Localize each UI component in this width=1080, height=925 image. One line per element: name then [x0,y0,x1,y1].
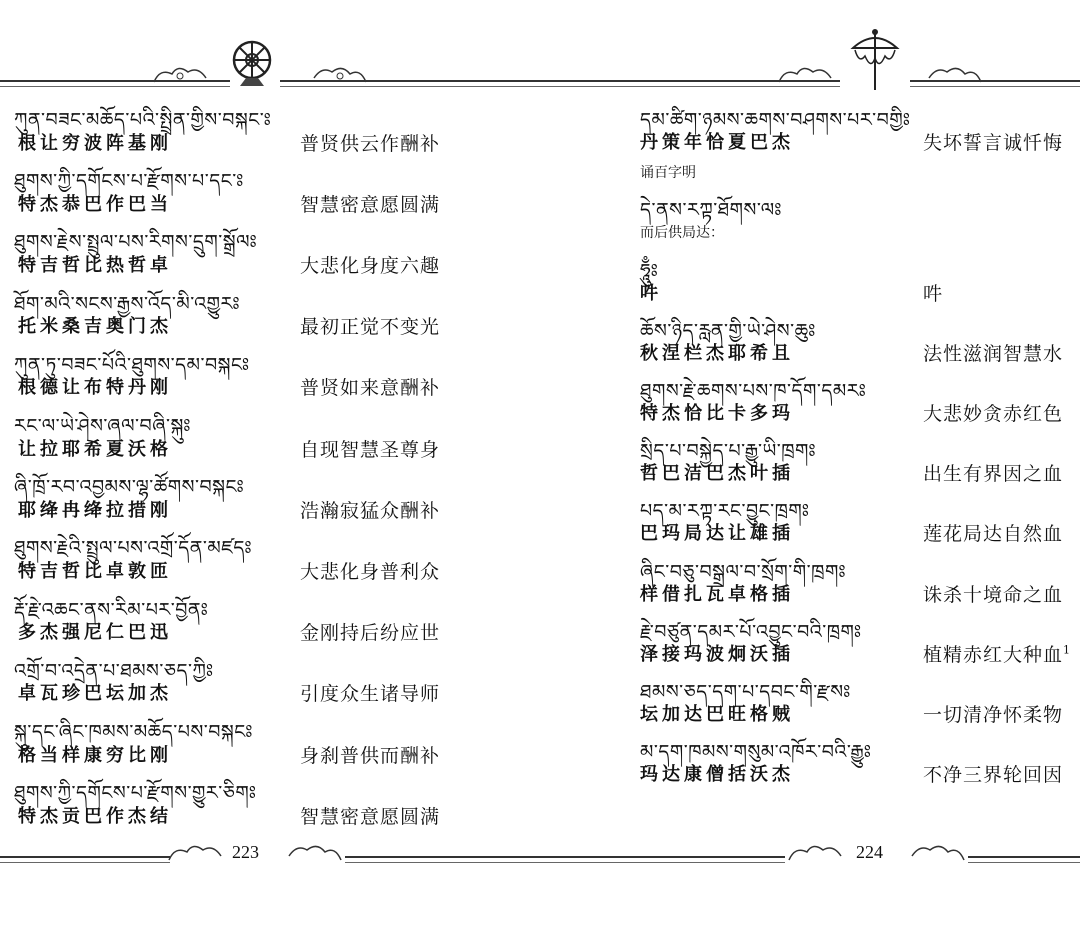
tibetan-line: ཐམས་ཅད་དག་པ་དབང་གི་རྫསཿ [640,680,851,703]
right-page [540,0,1080,925]
bottom-rule [968,856,1080,858]
chinese-meaning-line [923,700,1063,727]
chinese-meaning-line [300,129,440,156]
chinese-meaning-line [923,640,1071,667]
transliteration-line: 托米桑吉奥门杰 [18,316,172,338]
transliteration-line: 巴玛局达让雄插 [640,523,794,545]
bottom-rule [0,856,170,858]
meaning-text: 大悲化身度六趣 [300,255,441,277]
chinese-meaning-line [300,802,440,829]
meaning-text: 智慧密意愿圆满 [300,805,441,828]
transliteration-line: 特杰恭巴作巴当 [18,193,172,215]
chinese-meaning-line [300,373,440,400]
meaning-text: 大悲妙贪赤红色 [923,403,1064,425]
meaning-text: 法性滋润智慧水 [923,342,1064,365]
tibetan-line: ཀུན་བཟང་མཆོད་པའི་སྤྲིན་གྱིས་བསྐང་ཿ [14,109,272,131]
tibetan-line: རྡོ་རྗེ་འཆང་ནས་རིམ་པར་བྱོནཿ [14,598,209,621]
transliteration-line: 让拉耶希夏沃格 [18,438,172,460]
chinese-meaning-line [300,618,440,645]
tibetan-line: ཐུགས་རྗེས་སྤྲུལ་པས་རིགས་དྲུག་སྒྲོལཿ [14,231,258,254]
tibetan-line: སྐུ་དང་ཞིང་ཁམས་མཆོད་པས་བསྐངཿ [14,721,253,743]
chinese-meaning-line [300,741,440,768]
tibetan-line: པད་མ་རཀྟ་རང་བྱུང་ཁྲགཿ [640,500,810,523]
tibetan-line: རང་ལ་ཡེ་ཤེས་ཞལ་བཞི་སྐུཿ [14,415,192,437]
page-number: 223 [232,842,259,862]
chinese-meaning-line [300,190,440,217]
transliteration-line: 特杰恰比卡多玛 [640,403,794,424]
transliteration-line: 样借扎瓦卓格插 [640,583,794,605]
tibetan-line: དེ་ནས་རཀྟ་ཐོགས་ལཿ [640,199,782,222]
chinese-meaning-line [923,339,1063,366]
chinese-meaning-line [300,312,440,339]
meaning-text: 浩瀚寂猛众酬补 [300,499,441,522]
instruction-note: 而后供局达： [640,225,724,242]
tibetan-line: ཀུན་ཏུ་བཟང་པོའི་ཐུགས་དམ་བསྐངཿ [14,353,250,376]
chinese-meaning-line [300,557,440,584]
cloud-ornament-icon [785,840,845,864]
meaning-text: 普贤供云作酬补 [300,132,441,155]
chinese-meaning-line [300,679,440,706]
meaning-text: 最初正觉不变光 [300,316,441,339]
transliteration-line: 卓瓦珍巴坛加杰 [18,683,172,705]
transliteration-line: 吽 [640,282,662,304]
transliteration-line: 特杰贡巴作杰结 [18,805,172,827]
parasol-icon [845,26,905,94]
top-rule-thin [540,86,840,87]
chinese-meaning-line [923,459,1063,486]
transliteration-line: 坛加达巴旺格贼 [640,704,794,725]
meaning-text: 大悲化身普利众 [300,561,441,583]
cloud-ornament-icon [775,62,835,86]
chinese-meaning-line [923,760,1063,787]
cloud-ornament-icon [908,840,968,864]
cloud-ornament-icon [310,62,370,86]
tibetan-line: ཆོས་ཉིད་རླན་གྱི་ཡེ་ཤེས་ཆུཿ [640,319,816,342]
tibetan-line: འགྲོ་བ་འདྲེན་པ་ཐམས་ཅད་ཀྱིཿ [14,659,214,682]
top-rule-thin [0,86,230,87]
chinese-meaning-line [923,580,1063,607]
chinese-meaning-line [923,399,1063,426]
top-rule-thin [280,86,540,87]
cloud-ornament-icon [165,840,225,864]
tibetan-line: ཐུགས་ཀྱི་དགོངས་པ་རྫོགས་པ་དང་ཿ [14,170,244,193]
tibetan-line: རྗེ་བཙུན་དམར་པོ་འབྱུང་བའི་ཁྲགཿ [640,620,862,643]
meaning-text: 引度众生诸导师 [300,683,441,706]
tibetan-line: ཞི་ཁྲོ་རབ་འབྱམས་ལྷ་ཚོགས་བསྐངཿ [14,476,245,499]
bottom-rule-thin [968,862,1080,863]
footnote-marker: 1 [1063,643,1072,657]
transliteration-line: 丹策年恰夏巴杰 [640,132,794,154]
chinese-meaning-line [923,279,943,306]
meaning-text: 莲花局达自然血 [923,523,1064,546]
bottom-rule [345,856,540,858]
cloud-ornament-icon [925,62,985,86]
transliteration-line: 玛达康僧括沃杰 [640,764,794,786]
meaning-text: 一切清净怀柔物 [923,704,1064,726]
transliteration-line: 耶绛冉绛拉措刚 [18,499,172,521]
transliteration-line: 格当样康穷比刚 [18,744,172,766]
bottom-rule-thin [345,862,540,863]
meaning-text: 吽 [923,282,944,305]
meaning-text: 失坏誓言诚忏悔 [923,132,1064,155]
tibetan-line: སྲིད་པ་བསྐྱེད་པ་རྒྱུ་ཡི་ཁྲགཿ [640,440,817,463]
chinese-meaning-line [300,496,440,523]
meaning-text: 诛杀十境命之血 [923,583,1064,606]
chinese-meaning-line [300,251,440,278]
chinese-meaning-line [300,435,440,462]
dharma-wheel-icon [222,32,282,92]
transliteration-line: 哲巴洁巴杰叶插 [640,463,794,485]
chinese-meaning-line [923,519,1063,546]
meaning-text: 不净三界轮回因 [923,764,1064,787]
bottom-rule-thin [540,862,785,863]
meaning-text: 植精赤红大种血 [923,643,1064,666]
tibetan-line: དམ་ཚིག་ཉམས་ཆགས་བཤགས་པར་བགྱིཿ [640,109,911,131]
meaning-text: 金刚持后纷应世 [300,622,441,645]
transliteration-line: 特吉哲比卓敦匝 [18,561,172,582]
transliteration-line: 秋涅栏杰耶希且 [640,342,794,364]
tibetan-line: ཐུགས་རྗེའི་སྤྲུལ་པས་འགྲོ་དོན་མཛདཿ [14,537,253,560]
meaning-text: 身刹普供而酬补 [300,744,441,767]
meaning-text: 自现智慧圣尊身 [300,438,441,461]
tibetan-line: ཐུགས་ཀྱི་དགོངས་པ་རྫོགས་གྱུར་ཅིགཿ [14,782,257,805]
tibetan-line: མ་དག་ཁམས་གསུམ་འཁོར་བའི་རྒྱུཿ [640,741,872,764]
tibetan-line: ཧཱུྃཿ [640,259,659,282]
tibetan-line: ཐོག་མའི་སངས་རྒྱས་འོད་མི་འགྱུརཿ [14,292,241,315]
page-number: 224 [856,842,883,862]
top-rule-thin [910,86,1080,87]
meaning-text: 普贤如来意酬补 [300,377,441,400]
transliteration-line: 根让穷波阵基刚 [18,132,172,154]
tibetan-line: ཞིང་བཅུ་བསྒྲལ་བ་སྲོག་གི་ཁྲགཿ [640,560,847,583]
bottom-rule [540,856,785,858]
chinese-meaning-line [923,128,1063,155]
instruction-note: 诵百字明 [640,165,696,182]
transliteration-line: 特吉哲比热哲卓 [18,255,172,276]
meaning-text: 智慧密意愿圆满 [300,193,441,216]
cloud-ornament-icon [285,840,345,864]
tibetan-line: ཐུགས་རྗེ་ཆགས་པས་ཁ་དོག་དམརཿ [640,379,867,402]
transliteration-line: 泽接玛波炯沃插 [640,643,794,665]
bottom-rule-thin [0,862,170,863]
transliteration-line: 根德让布特丹刚 [18,377,172,399]
transliteration-line: 多杰强尼仁巴迅 [18,622,172,644]
meaning-text: 出生有界因之血 [923,463,1064,486]
cloud-ornament-icon [150,62,210,86]
